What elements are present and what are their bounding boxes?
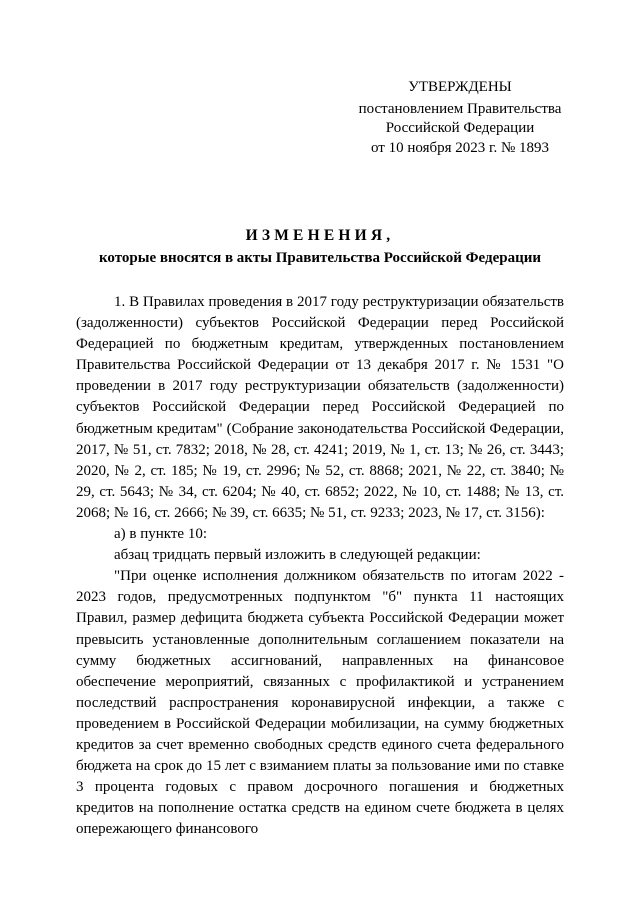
document-subtitle: которые вносятся в акты Правительства Российской Федерации (98, 250, 542, 266)
paragraph-2: а) в пункте 10: (114, 526, 208, 543)
paragraph-1: 1. В Правилах проведения в 2017 году реструктуризации обязательств (задолженности) субъектов Российской Федерации перед Российской Федерацией по бюджетным кредитам, утвержденных постановлением Правительства Российской Федерации от 13 декабря 2017 г. № 1531 "О проведении в 2017 году реструктуризации обязательств (задолженности) субъектов Российской Федерации перед Российской Федерацией по бюджетным кредитам" (Собрание законодательства Российской Федерации, 2017, № 51, ст. 7832; 2018, № 28, ст. 4241; 2019, № 1, ст. 13; № 26, ст. 3443; 2020, № 2, ст. 185; № 19, ст. 2996; № 52, ст. 8868; 2021, № 22, ст. 3840; № 29, ст. 5643; № 34, ст. 6204; № 40, ст. 6852; 2022, № 10, ст. 1488; № 13, ст. 2068; № 16, ст. 2666; № 39, ст. 6635; № 51, ст. 9233; 2023, № 17, ст. 3156): (76, 294, 564, 521)
approval-line-3: от 10 ноября 2023 г. № 1893 (370, 139, 550, 156)
approval-stamp (330, 78, 590, 158)
paragraph-3: абзац тридцать первый изложить в следующей редакции: (114, 547, 481, 564)
document-title: ИЗМЕНЕНИЯ, (245, 227, 395, 244)
approval-line-2: Российской Федерации (385, 120, 535, 136)
approval-line-1: постановлением Правительства (358, 100, 562, 117)
approval-word: УТВЕРЖДЕНЫ (408, 79, 512, 95)
document-body (76, 292, 564, 840)
paragraph-4: "При оценке исполнения должником обязательств по итогам 2022 - 2023 годов, предусмотренных подпунктом "б" пункта 11 настоящих Правил, размер дефицита бюджета субъекта Российской Федерации может превысить установленные дополнительным соглашением показатели на сумму бюджетных ассигнований, направленных на финансовое обеспечение мероприятий, связанных с профилактикой и устранением последствий распространения коронавирусной инфекции, а также с проведением в Российской Федерации мобилизации, на сумму бюджетных кредитов за счет временно свободных средств единого счета федерального бюджета на срок до 15 лет с взиманием платы за пользование ими по ставке 3 процента годовых с правом досрочного погашения и бюджетных кредитов на пополнение остатка средств на едином счете бюджета в целях опережающего финансового (76, 568, 564, 838)
